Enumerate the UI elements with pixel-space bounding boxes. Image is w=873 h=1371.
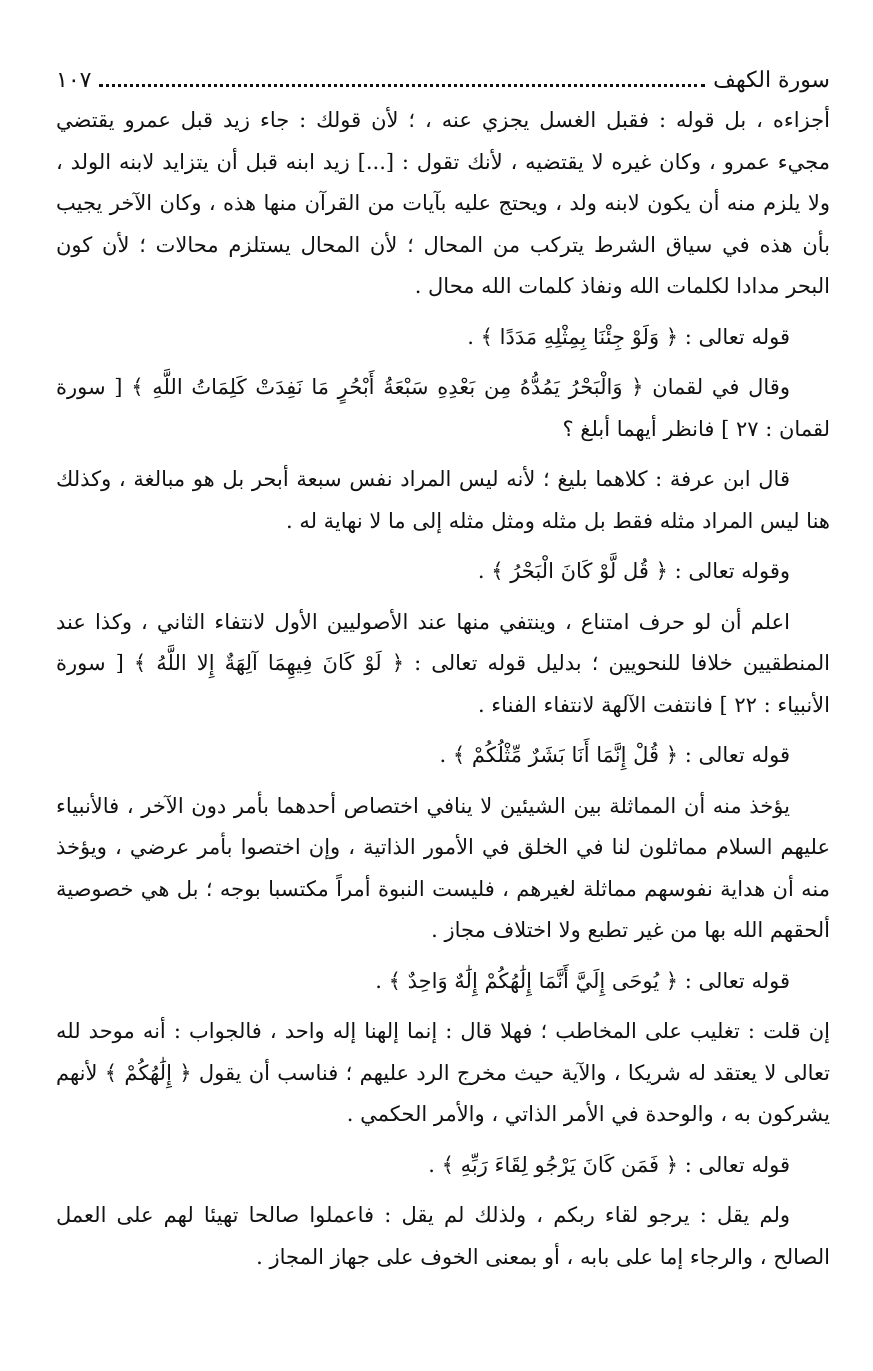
verse-line-4: قوله تعالى : ﴿ يُوحَى إِلَيَّ أَنَّمَا إِلَٰهُكُمْ إِلَٰهٌ وَاحِدٌ ﴾ . — [375, 968, 790, 993]
verse-line-3: قوله تعالى : ﴿ قُلْ إِنَّمَا أَنَا بَشَرٌ مِّثْلُكُمْ ﴾ . — [439, 743, 790, 767]
paragraph-1: أجزاءه ، بل قوله : فقبل الغسل يجزي عنه ، ؛ لأن قولك : جاء زيد قبل عمرو يقتضي مجيء عمرو ، وكان غيره لا يقتضيه ، لأنك تقول : [...] زيد ابنه قبل أن يتزايد لابنه الولد ، ولا يلزم منه أن يكون لابنه ولد ، ويحتج عليه بآيات من القرآن منها هذه ، وكان الآخر يجيب بأن هذه في سياق الشرط يتركب من المحال ؛ لأن المحال يستلزم محالات ؛ لأن كون البحر مدادا لكلمات الله ونفاذ كلمات الله محال . — [56, 108, 830, 298]
paragraph-3: قال ابن عرفة : كلاهما بليغ ؛ لأنه ليس المراد نفس سبعة أبحر بل هو مبالغة ، وكذلك هنا ليس المراد مثله فقط بل مثله ومثل مثله إلى ما لا نهاية له . — [56, 467, 830, 533]
verse-line-5: قوله تعالى : ﴿ فَمَن كَانَ يَرْجُو لِقَاءَ رَبِّهِ ﴾ . — [428, 1152, 790, 1177]
page-number: ١٠٧ — [56, 68, 92, 93]
paragraph-4: اعلم أن لو حرف امتناع ، وينتفي منها عند الأصوليين الأول لانتفاء الثاني ، وكذا عند المنطقيين خلافا للنحويين ؛ بدليل قوله تعالى : ﴿ لَوْ كَانَ فِيهِمَا آلِهَةٌ إِلا اللَّهُ ﴾ [ سورة الأنبياء : ٢٢ ] فانتفت الآلهة لانتفاء الفناء . — [56, 609, 830, 717]
verse-line-2: وقوله تعالى : ﴿ قُل لَّوْ كَانَ الْبَحْرُ ﴾ . — [477, 559, 790, 583]
paragraph-7: ولم يقل : يرجو لقاء ربكم ، ولذلك لم يقل : فاعملوا صالحا تهيئا لهم على العمل الصالح ، والرجاء إما على بابه ، أو بمعنى الخوف على جهاز المجاز . — [56, 1203, 830, 1269]
paragraph-5: يؤخذ منه أن المماثلة بين الشيئين لا ينافي اختصاص أحدهما بأمر دون الآخر ، فالأنبياء عليهم السلام مماثلون لنا في الخلق في الأمور الذاتية ، وإن اختصوا بأمر عرضي ، ويؤخذ منه أن هداية نفوسهم مماثلة لغيرهم ، فليست النبوة أمراً مكتسبا بوجه ؛ بل هي خصوصية ألحقهم الله بها من غير تطبع ولا اختلاف مجاز . — [56, 793, 830, 942]
verse-line-1: قوله تعالى : ﴿ وَلَوْ جِئْنَا بِمِثْلِهِ مَدَدًا ﴾ . — [467, 324, 790, 349]
paragraph-6: إن قلت : تغليب على المخاطب ؛ فهلا قال : إنما إلهنا إله واحد ، فالجواب : أنه موحد لله تعالى لا يعتقد له شريكا ، والآية حيث مخرج الرد عليهم ؛ فناسب أن يقول ﴿ إِلَٰهُكُمْ ﴾ لأنهم يشركون به ، والوحدة في الأمر الذاتي ، والأمر الحكمي . — [56, 1019, 830, 1126]
paragraph-2: وقال في لقمان ﴿ وَالْبَحْرُ يَمُدُّهُ مِن بَعْدِهِ سَبْعَةُ أَبْحُرٍ مَا نَفِدَتْ كَلِمَاتُ اللَّهِ ﴾ [ سورة لقمان : ٢٧ ] فانظر أيهما أبلغ ؟ — [56, 375, 830, 441]
header-dotted-leader — [99, 70, 705, 87]
surah-title: سورة الكهف — [713, 68, 830, 93]
running-header — [56, 66, 830, 98]
book-page — [56, 66, 830, 1287]
